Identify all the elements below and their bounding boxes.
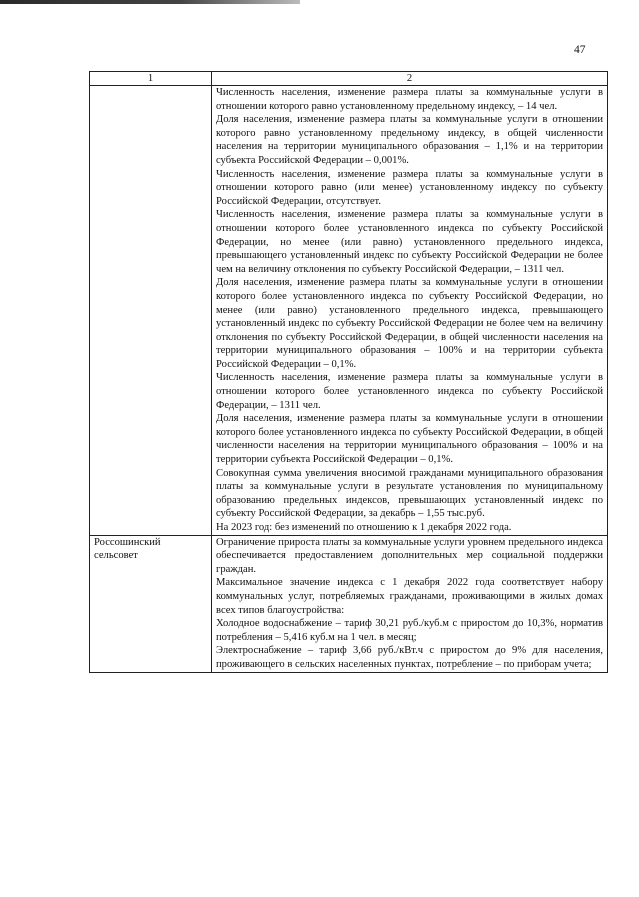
paragraph: Холодное водоснабжение – тариф 30,21 руб./куб.м с приростом до 10,3%, норматив потребления – 5,416 куб.м на 1 чел. в месяц; <box>216 618 603 643</box>
paragraph: Доля населения, изменение размера платы за коммунальные услуги в отношении которого более установленного индекса по субъекту Российской Федерации, но менее (или равно) установленного предельного индекса, превышающего установленный индекс по субъекту Российской Федерации не более чем на величину отклонения по субъекту Российской Федерации, в общей численности населения на территории муниципального образования – 100% и на территории субъекта Российской Федерации – 0,1%. <box>216 277 603 370</box>
scan-artifact-bar <box>0 0 300 4</box>
table-row <box>90 86 608 536</box>
page-number: 47 <box>574 44 586 56</box>
paragraph: Доля населения, изменение размера платы за коммунальные услуги в отношении которого равно установленному предельному индексу, в общей численности населения на территории муниципального образования – 1,1% и на территории субъекта Российской Федерации – 0,001%. <box>216 114 603 166</box>
paragraph: Численность населения, изменение размера платы за коммунальные услуги в отношении которого равно установленному предельному индексу, – 14 чел. <box>216 87 603 112</box>
paragraph: Численность населения, изменение размера платы за коммунальные услуги в отношении которого более установленного индекса по субъекту Российской Федерации, – 1311 чел. <box>216 372 603 411</box>
table-header-col2: 2 <box>212 72 608 86</box>
document-table <box>89 71 608 673</box>
paragraph: Ограничение прироста платы за коммунальные услуги уровнем предельного индекса обеспечивается предоставлением дополнительных мер социальной поддержки граждан. <box>216 536 603 575</box>
paragraph: Электроснабжение – тариф 3,66 руб./кВт.ч с приростом до 9% для населения, проживающего в сельских населенных пунктах, потребление – по приборам учета; <box>216 645 603 670</box>
row-label: Россошинский сельсовет <box>90 535 212 672</box>
paragraph: Доля населения, изменение размера платы за коммунальные услуги в отношении которого более установленного индекса по субъекту Российской Федерации, в общей численности населения на территории муниципального образования – 100% и на территории субъекта Российской Федерации – 0,1%. <box>216 413 603 466</box>
paragraph: Численность населения, изменение размера платы за коммунальные услуги в отношении которого более установленного индекса по субъекту Российской Федерации, но менее (или равно) установленного предельного индекса, превышающего установленный индекс по субъекту Российской Федерации не более чем на величину отклонения по субъекту Российской Федерации, – 1311 чел. <box>216 209 603 275</box>
table-header-col1: 1 <box>90 72 212 86</box>
table-header-row <box>90 72 608 86</box>
table-row <box>90 535 608 672</box>
paragraph: Численность населения, изменение размера платы за коммунальные услуги в отношении которого равно (или менее) установленному индексу по субъекту Российской Федерации, отсутствует. <box>216 168 603 207</box>
paragraph: Совокупная сумма увеличения вносимой гражданами муниципального образования платы за коммунальные услуги в результате установления по муниципальному образованию предельных индексов, превышающих установленный индекс по субъекту Российской Федерации, за декабрь – 1,55 тыс.руб. <box>216 467 603 520</box>
paragraph: Максимальное значение индекса с 1 декабря 2022 года соответствует набору коммунальных услуг, потребляемых гражданами, проживающими в жилых домах всех типов благоустройства: <box>216 577 603 616</box>
row-content <box>212 535 608 672</box>
row-content <box>212 86 608 536</box>
row-label <box>90 86 212 536</box>
paragraph: На 2023 год: без изменений по отношению к 1 декабря 2022 года. <box>216 522 512 533</box>
